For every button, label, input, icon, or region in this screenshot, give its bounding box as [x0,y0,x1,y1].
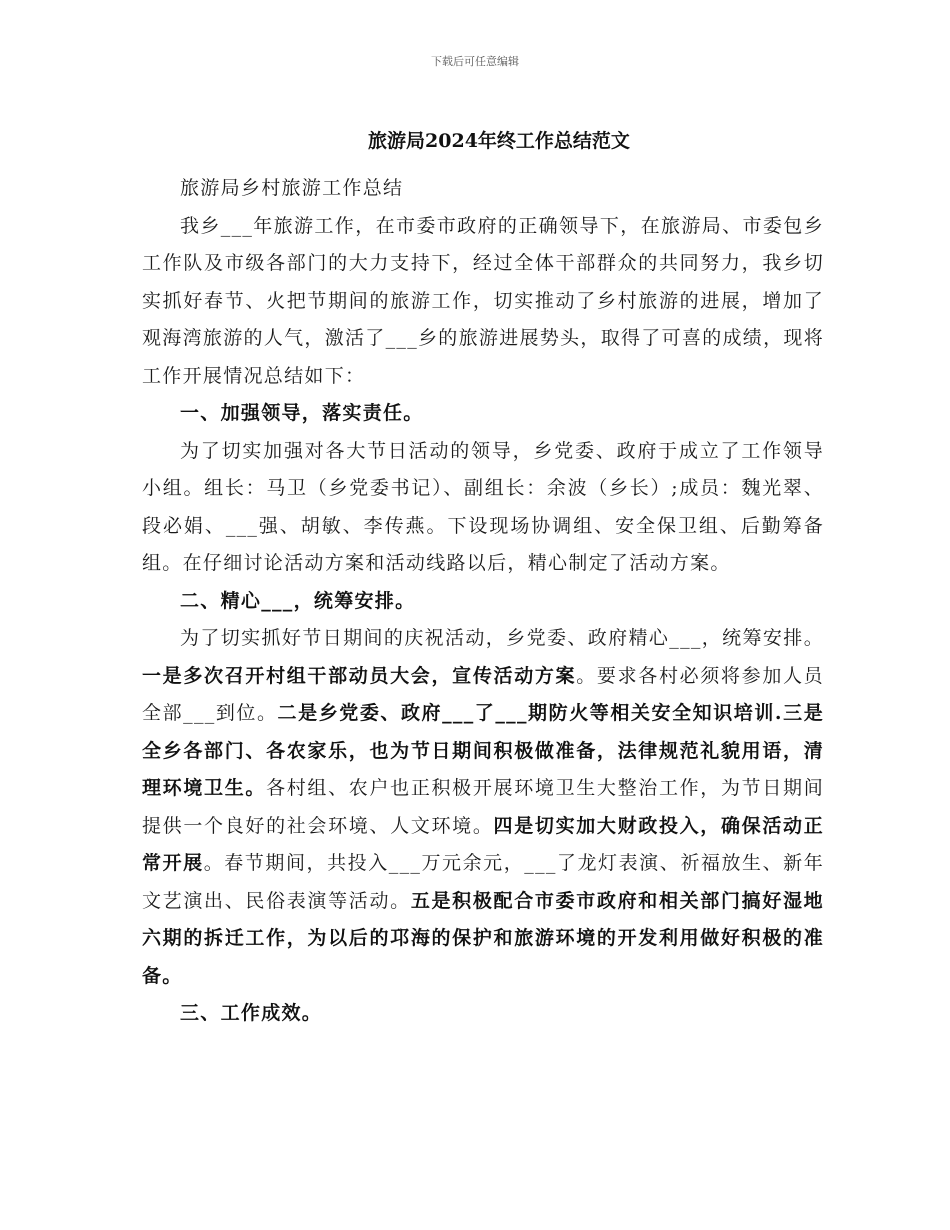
section-2-text-1: 为了切实抓好节日期间的庆祝活动，乡党委、政府精心___，统筹安排。 [180,627,824,649]
section-3-heading: 三、工作成效。 [180,1002,323,1024]
section-2-paragraph [142,620,824,995]
section-2-heading: 二、精心___，统筹安排。 [180,589,416,612]
section-1-heading: 一、加强领导，落实责任。 [180,402,424,424]
section-2-point-1: 一是多次召开村组干部动员大会，宣传活动方案 [142,664,577,687]
document-body [142,170,824,1033]
section-2-text-4: 。春节期间，共投入___万元余元，___了龙灯表演、祈福放生、新年文艺演出、民俗表演等活动。 [142,852,824,912]
document-subtitle: 旅游局乡村旅游工作总结 [180,177,404,199]
section-1-paragraph: 为了切实加强对各大节日活动的领导，乡党委、政府于成立了工作领导小组。组长：马卫（乡党委书记）、副组长：余波（乡长）;成员：魏光翠、段必娟、___强、胡敏、李传燕。下设现场协调组、安全保卫组、后勤筹备组。在仔细讨论活动方案和活动线路以后，精心制定了活动方案。 [142,439,824,574]
document-title: 旅游局2024年终工作总结范文 [368,130,630,152]
page-header-note: 下载后可任意编辑 [431,55,519,68]
section-2-text-2: 。要求各村必须将参加人员全部___到位。 [142,664,824,724]
section-2-text-3: 各村组、农户也正积极开展环境卫生大整治工作，为节日期间提供一个良好的社会环境、人文环境。 [142,777,824,837]
section-2-point-4: 四是切实加大财政投入，确保活动正常开展 [142,814,824,874]
section-2-point-2-3: 二是乡党委、政府___了___期防火等相关安全知识培训.三是全乡各部门、各农家乐，也为节日期间积极做准备，法律规范礼貌用语，清理环境卫生。 [142,702,824,799]
section-2-point-5: 五是积极配合市委市政府和相关部门搞好湿地六期的拆迁工作，为以后的邛海的保护和旅游环境的开发利用做好积极的准备。 [142,889,824,987]
intro-paragraph: 我乡___年旅游工作，在市委市政府的正确领导下，在旅游局、市委包乡工作队及市级各部门的大力支持下，经过全体干部群众的共同努力，我乡切实抓好春节、火把节期间的旅游工作，切实推动了乡村旅游的进展，增加了观海湾旅游的人气，激活了___乡的旅游进展势头，取得了可喜的成绩，现将工作开展情况总结如下： [142,214,825,387]
